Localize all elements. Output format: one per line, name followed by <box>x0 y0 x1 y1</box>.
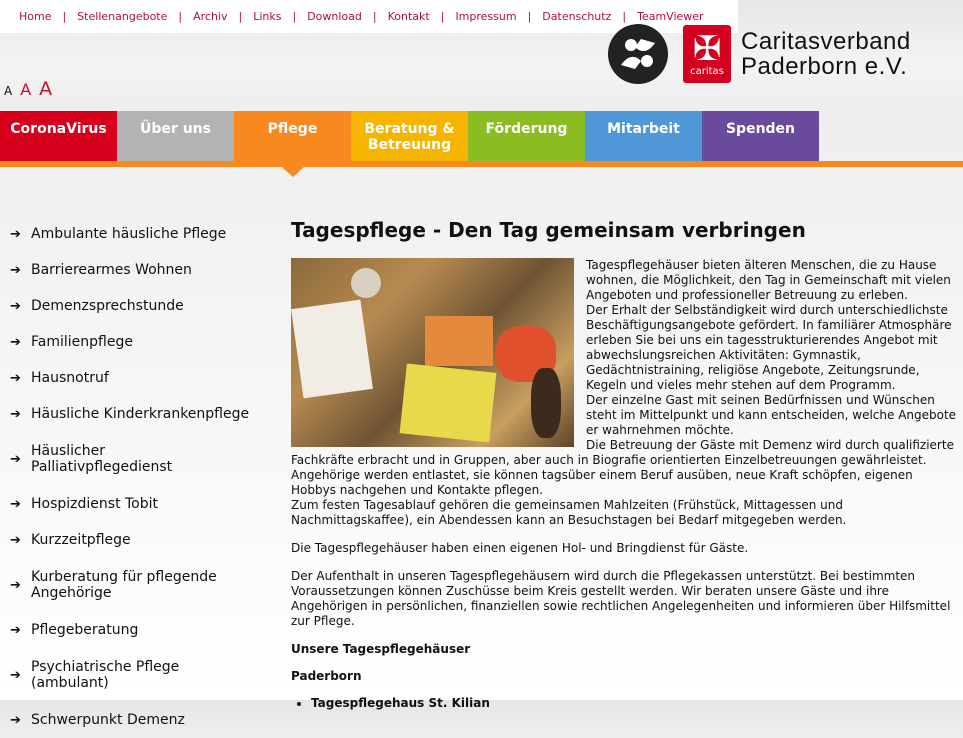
sidebar-item[interactable] <box>0 702 270 738</box>
nav-separator: | <box>62 10 67 23</box>
font-size-small[interactable]: A <box>4 84 13 98</box>
arrow-right-icon: ➔ <box>10 532 21 548</box>
sidebar-item-label: Häuslicher Palliativpflegedienst <box>31 443 173 475</box>
sidebar-item-label: Kurberatung für pflegende Angehörige <box>31 569 217 601</box>
sidebar-item-label: Ambulante häusliche Pflege <box>31 226 227 242</box>
sidebar-item[interactable] <box>0 486 270 522</box>
font-size-switcher <box>4 78 52 100</box>
topnav-link-impressum[interactable]: Impressum <box>455 10 517 23</box>
sidebar-item-label: Häusliche Kinderkrankenpflege <box>31 406 250 422</box>
font-size-medium[interactable]: A <box>20 80 32 99</box>
topnav-link-datenschutz[interactable]: Datenschutz <box>542 10 612 23</box>
house-list-item[interactable]: • Tagespflegehaus St. Kilian <box>311 696 957 711</box>
house-list <box>311 696 957 711</box>
arrow-right-icon: ➔ <box>10 667 21 683</box>
main-navigation <box>0 111 819 161</box>
caritas-badge-text: caritas <box>690 65 724 77</box>
arrow-right-icon: ➔ <box>10 577 21 593</box>
sidebar-item[interactable] <box>0 288 270 324</box>
font-size-large[interactable]: A <box>39 78 53 100</box>
city-heading: Paderborn <box>291 669 362 683</box>
tab-pflege[interactable]: Pflege <box>234 111 351 161</box>
sidebar-item[interactable] <box>0 360 270 396</box>
paragraph: Angehörige werden entlastet, sie können tagsüber einem Beruf ausüben, neue Kraft schöpfen, eigenen Hobbys nachgehen und Kontakte pflegen. <box>291 468 913 497</box>
tab-über-uns[interactable]: Über uns <box>117 111 234 161</box>
arrow-right-icon: ➔ <box>10 622 21 638</box>
topnav-link-archiv[interactable]: Archiv <box>193 10 228 23</box>
organization-name-line2: Paderborn e.V. <box>741 53 908 80</box>
subheading: Unsere Tagespflegehäuser <box>291 642 471 656</box>
sidebar-item[interactable] <box>0 558 270 612</box>
sidebar-item[interactable] <box>0 216 270 252</box>
page-title: Tagespflege - Den Tag gemeinsam verbringen <box>291 218 806 242</box>
sidebar-item-label: Barrierearmes Wohnen <box>31 262 192 278</box>
sidebar-item[interactable] <box>0 396 270 432</box>
paragraph: Der Aufenthalt in unseren Tagespflegehäusern wird durch die Pflegekassen unterstützt. Bei bestimmten Voraussetzungen können Zuschüsse beim Kreis gestellt werden. Wir beraten unsere Gäste und ihre Angehörigen in persönlichen, finanziellen sowie rechtlichen Angelegenheiten und informieren über Hilfsmittel zur Pflege. <box>291 569 951 628</box>
arrow-right-icon: ➔ <box>10 451 21 467</box>
nav-separator: | <box>178 10 183 23</box>
tab-mitarbeit[interactable]: Mitarbeit <box>585 111 702 161</box>
intro-paragraph: Tagespflegehäuser bieten älteren Menschen, die zu Hause wohnen, die Möglichkeit, den Tag in Gemeinschaft mit vielen Angeboten und professioneller Betreuung zu erleben. <box>586 258 951 302</box>
content-photo <box>291 258 574 447</box>
nav-separator: | <box>622 10 627 23</box>
arrow-right-icon: ➔ <box>10 406 21 422</box>
paragraph: Zum festen Tagesablauf gehören die gemeinsamen Mahlzeiten (Frühstück, Mittagessen und Nachmittagskaffee), ein Abendessen kann an Besuchstagen bei Bedarf mitgegeben werden. <box>291 498 847 527</box>
paragraph: Der einzelne Gast mit seinen Bedürfnissen und Wünschen steht im Mittelpunkt und kann entscheiden, welche Angebote er wahrnehmen möchte. <box>586 393 957 437</box>
sidebar-item-label: Psychiatrische Pflege (ambulant) <box>31 659 180 691</box>
sidebar-item-label: Pflegeberatung <box>31 622 139 638</box>
arrow-right-icon: ➔ <box>10 712 21 728</box>
arrow-right-icon: ➔ <box>10 496 21 512</box>
topnav-link-download[interactable]: Download <box>307 10 362 23</box>
topnav-link-teamviewer[interactable]: TeamViewer <box>637 10 704 23</box>
sidebar-item[interactable] <box>0 522 270 558</box>
sidebar-item[interactable] <box>0 432 270 486</box>
sidebar-item-label: Hausnotruf <box>31 370 109 386</box>
arrow-right-icon: ➔ <box>10 262 21 278</box>
active-section-bar <box>0 161 963 167</box>
sidebar-item-label: Kurzzeitpflege <box>31 532 131 548</box>
topnav-link-home[interactable]: Home <box>19 10 52 23</box>
sidebar-item[interactable] <box>0 648 270 702</box>
caritas-cross-icon: ✠ caritas <box>683 25 731 83</box>
sidebar-item-label: Demenzsprechstunde <box>31 298 184 314</box>
main-content <box>291 216 957 711</box>
sidebar-item[interactable] <box>0 324 270 360</box>
tab-spenden[interactable]: Spenden <box>702 111 819 161</box>
sidebar-item-label: Schwerpunkt Demenz <box>31 712 185 728</box>
sidebar-item-label: Familienpflege <box>31 334 133 350</box>
logo[interactable] <box>608 24 963 84</box>
tab-beratung-betreuung[interactable]: Beratung & Betreuung <box>351 111 468 161</box>
nav-separator: | <box>440 10 445 23</box>
organization-name <box>741 29 911 79</box>
nav-separator: | <box>292 10 297 23</box>
nav-separator: | <box>527 10 532 23</box>
sidebar-menu <box>0 216 270 738</box>
nav-separator: | <box>238 10 243 23</box>
tab-förderung[interactable]: Förderung <box>468 111 585 161</box>
sidebar-item[interactable] <box>0 252 270 288</box>
sidebar-item-label: Hospizdienst Tobit <box>31 496 159 512</box>
nav-separator: | <box>372 10 377 23</box>
active-tab-caret <box>282 167 304 177</box>
organization-name-line1: Caritasverband <box>741 28 911 55</box>
arrow-right-icon: ➔ <box>10 226 21 242</box>
tab-coronavirus[interactable]: CoronaVirus <box>0 111 117 161</box>
emblem-icon <box>608 24 668 84</box>
paragraph: Der Erhalt der Selbständigkeit wird durch unterschiedlichste Beschäftigungsangebote gefördert. In familiärer Atmosphäre erleben Sie bei uns ein tagesstrukturierendes Angebot mit abwechslungsreichen Aktivitäten: Gymnastik, Gedächtnistraining, religiöse Angebote, Zeitungsrunde, Kegeln und vieles mehr stehen auf dem Programm. <box>586 303 952 392</box>
arrow-right-icon: ➔ <box>10 298 21 314</box>
paragraph: Die Betreuung der Gäste mit Demenz wird durch qualifizierte Fachkräfte erbracht und in Gruppen, aber auch in Biografie orientierten Einzelbetreuungen gewährleistet. <box>291 438 954 467</box>
topnav-link-kontakt[interactable]: Kontakt <box>387 10 430 23</box>
arrow-right-icon: ➔ <box>10 370 21 386</box>
paragraph: Die Tagespflegehäuser haben einen eigenen Hol- und Bringdienst für Gäste. <box>291 541 749 555</box>
arrow-right-icon: ➔ <box>10 334 21 350</box>
topnav-link-stellenangebote[interactable]: Stellenangebote <box>77 10 168 23</box>
topnav-link-links[interactable]: Links <box>253 10 282 23</box>
sidebar-item[interactable] <box>0 612 270 648</box>
